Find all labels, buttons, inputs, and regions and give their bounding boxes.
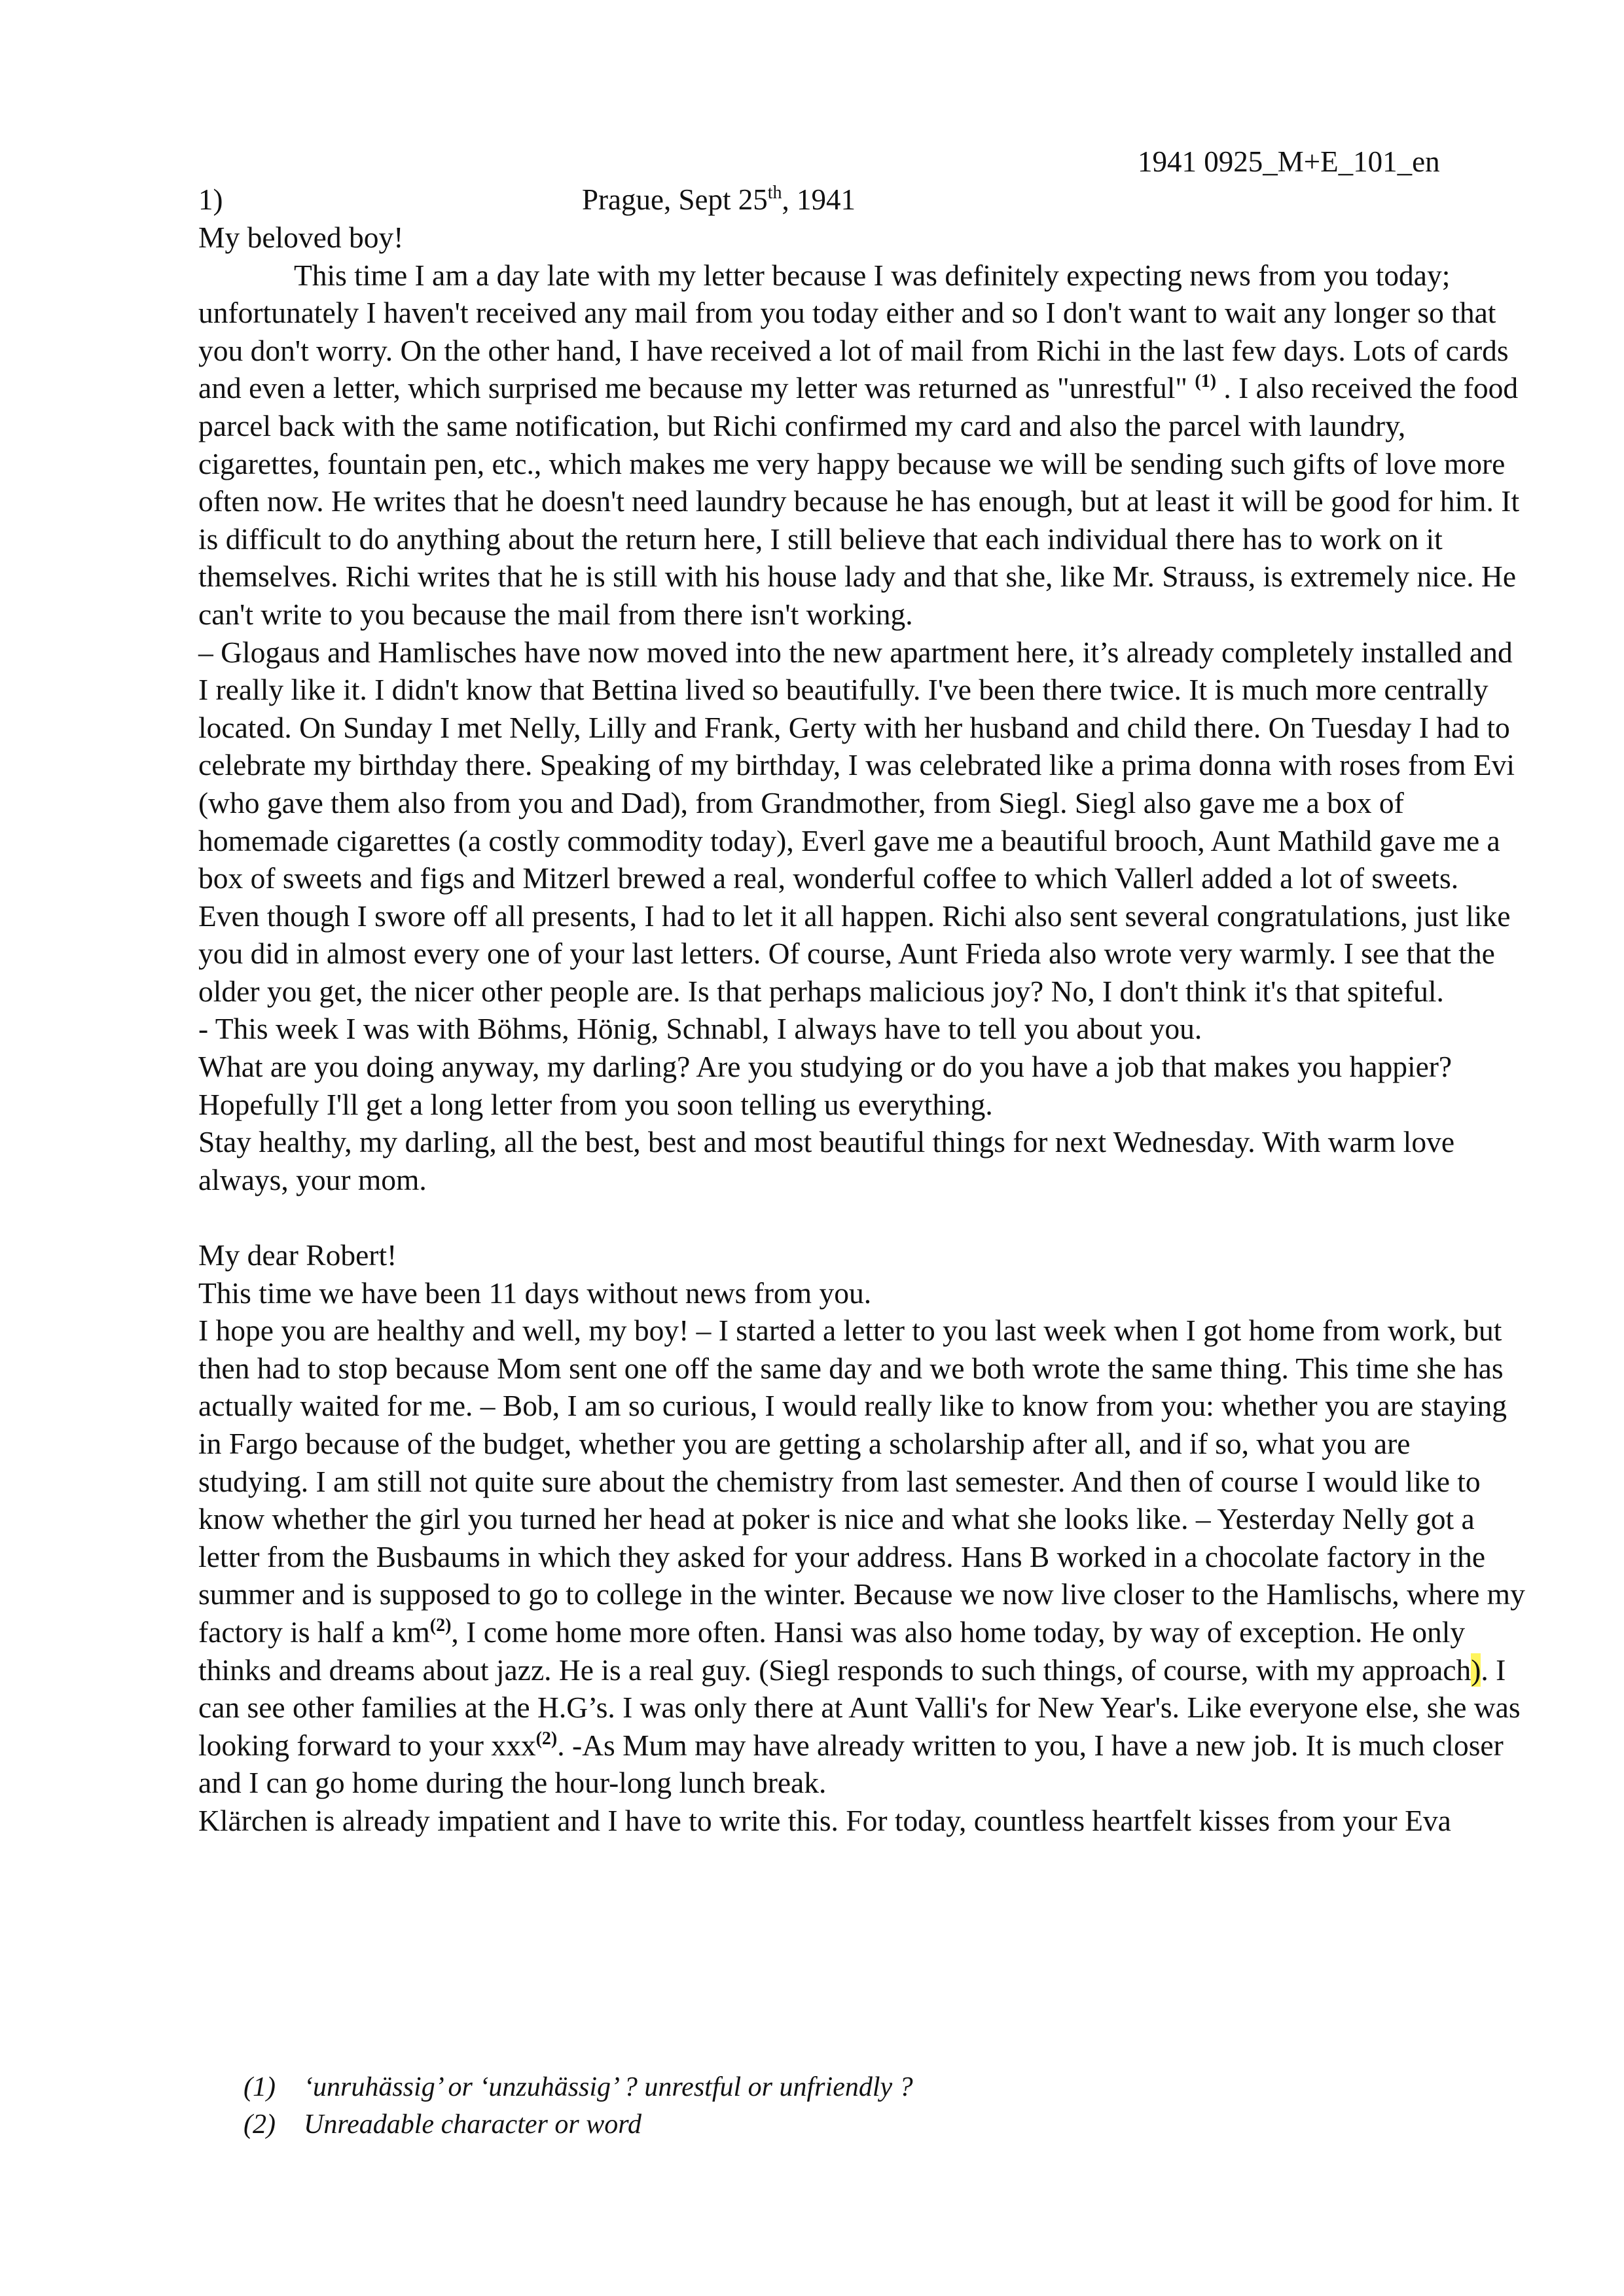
mom-paragraph-1-text-b: . I also received the food parcel back with the same notification, but Richi confirmed my card and also the parcel with laundry, cigarettes, fountain pen, etc., which makes me very happy because we will be sending such gifts of love more often now. He writes that he doesn't need laundry because he has enough, but at least it will be good for him. It is difficult to do anything about the return here, I still believe that each individual there has to work on it themselves. Richi writes that he is still with his house lady and that she, like Mr. Strauss, is extremely nice. He can't write to you because the mail from there isn't working. bbox=[198, 371, 1520, 631]
eva-paragraph-2-text-a: I hope you are healthy and well, my boy! – I started a letter to you last week when I got home from work, but then had to stop because Mom sent one off the same day and we both wrote the same thing. This time she has actually waited for me. – Bob, I am so curious, I would really like to know from you: whether you are staying in Fargo because of the budget, whether you are getting a scholarship after all, and if so, what you are studying. I am still not quite sure about the chemistry from last semester. And then of course I would like to know whether the girl you turned her head at poker is nice and what she looks like. – Yesterday Nelly got a letter from the Busbaums in which they asked for your address. Hans B worked in a chocolate factory in the summer and is supposed to go to college in the winter. Because we now live closer to the Hamlischs, where my factory is half a km bbox=[198, 1314, 1525, 1649]
document-id: 1941 0925_M+E_101_en bbox=[1138, 145, 1440, 178]
place-date bbox=[582, 181, 856, 219]
eva-paragraph-2-text-d: . -As Mum may have already written to you, I have a new job. It is much closer and I can go home during the hour-long lunch break. bbox=[198, 1728, 1504, 1800]
eva-paragraph-3: Klärchen is already impatient and I have to write this. For today, countless heartfelt kisses from your Eva bbox=[198, 1803, 1451, 1837]
place-date-text: Prague, Sept 25 bbox=[582, 183, 768, 216]
footnote-2-text: Unreadable character or word bbox=[304, 2109, 641, 2140]
footnote-ref-2b: (2) bbox=[535, 1728, 558, 1749]
mom-paragraph-6: Stay healthy, my darling, all the best, best and most beautiful things for next Wednesday. With warm love always, your mom. bbox=[198, 1125, 1455, 1196]
eva-paragraph-2-text-c: . I can see other families at the H.G’s. I was only there at Aunt Valli's for New Year's. Like everyone else, she was looking forward to your xxx bbox=[198, 1653, 1521, 1762]
eva-paragraph-2-text-b: , I come home more often. Hansi was also home today, by way of exception. He only thinks and dreams about jazz. He is a real guy. (Siegl responds to such things, of course, with my approach bbox=[198, 1615, 1471, 1687]
mom-paragraph-5: What are you doing anyway, my darling? Are you studying or do you have a job that makes you happier? Hopefully I'll get a long letter from you soon telling us everything. bbox=[198, 1050, 1453, 1121]
letter-body bbox=[198, 219, 1527, 1840]
footnote-1 bbox=[244, 2069, 1487, 2106]
mom-paragraph-1-text-a: This time I am a day late with my letter because I was definitely expecting news from you today; unfortunately I haven't received any mail from you today either and so I don't want to wait any longer so that you don't worry. On the other hand, I have received a lot of mail from Richi in the last few days. Lots of cards and even a letter, which surprised me because my letter was returned as "unrestful" bbox=[198, 258, 1509, 405]
letter-number: 1) bbox=[198, 183, 223, 216]
footnote-ref-2a: (2) bbox=[429, 1615, 452, 1636]
mom-paragraph-4: - This week I was with Böhms, Hönig, Schnabl, I always have to tell you about you. bbox=[198, 1012, 1202, 1046]
eva-paragraph-2 bbox=[198, 1312, 1527, 1802]
mom-paragraph-2: – Glogaus and Hamlisches have now moved into the new apartment here, it’s already completely installed and I really like it. I didn't know that Bettina lived so beautifully. I've been there twice. It is much more centrally located. On Sunday I met Nelly, Lilly and Frank, Gerty with her husband and child there. On Tuesday I had to celebrate my birthday there. Speaking of my birthday, I was celebrated like a prima donna with roses from Evi (who gave them also from you and Dad), from Grandmother, from Siegl. Siegl also gave me a box of homemade cigarettes (a costly commodity today), Everl gave me a beautiful brooch, Aunt Mathild gave me a box of sweets and figs and Mitzerl brewed a real, wonderful coffee to which Vallerl added a lot of sweets. bbox=[198, 635, 1515, 895]
footnote-2-number: (2) bbox=[244, 2109, 276, 2140]
letter-heading bbox=[198, 181, 1527, 219]
mom-paragraph-1 bbox=[198, 257, 1527, 634]
footnote-ref-1: (1) bbox=[1195, 371, 1217, 392]
highlighted-parenthesis: ) bbox=[1471, 1653, 1481, 1687]
date-ordinal: th bbox=[767, 183, 782, 203]
footnote-1-text: ‘unruhässig’ or ‘unzuhässig’ ? unrestful or unfriendly ? bbox=[304, 2072, 913, 2102]
letter-separator bbox=[198, 1198, 1527, 1236]
footnote-2 bbox=[244, 2106, 1487, 2144]
mom-paragraph-3: Even though I swore off all presents, I had to let it all happen. Richi also sent several congratulations, just like you did in almost every one of your last letters. Of course, Aunt Frieda also wrote very warmly. I see that the older you get, the nicer other people are. Is that perhaps malicious joy? No, I don't think it's that spiteful. bbox=[198, 899, 1511, 1008]
place-date-year: , 1941 bbox=[782, 183, 856, 216]
footnotes bbox=[244, 2069, 1487, 2144]
mom-salutation: My beloved boy! bbox=[198, 221, 404, 254]
eva-salutation: My dear Robert! bbox=[198, 1238, 397, 1272]
eva-paragraph-1: This time we have been 11 days without news from you. bbox=[198, 1276, 872, 1310]
footnote-1-number: (1) bbox=[244, 2072, 276, 2102]
